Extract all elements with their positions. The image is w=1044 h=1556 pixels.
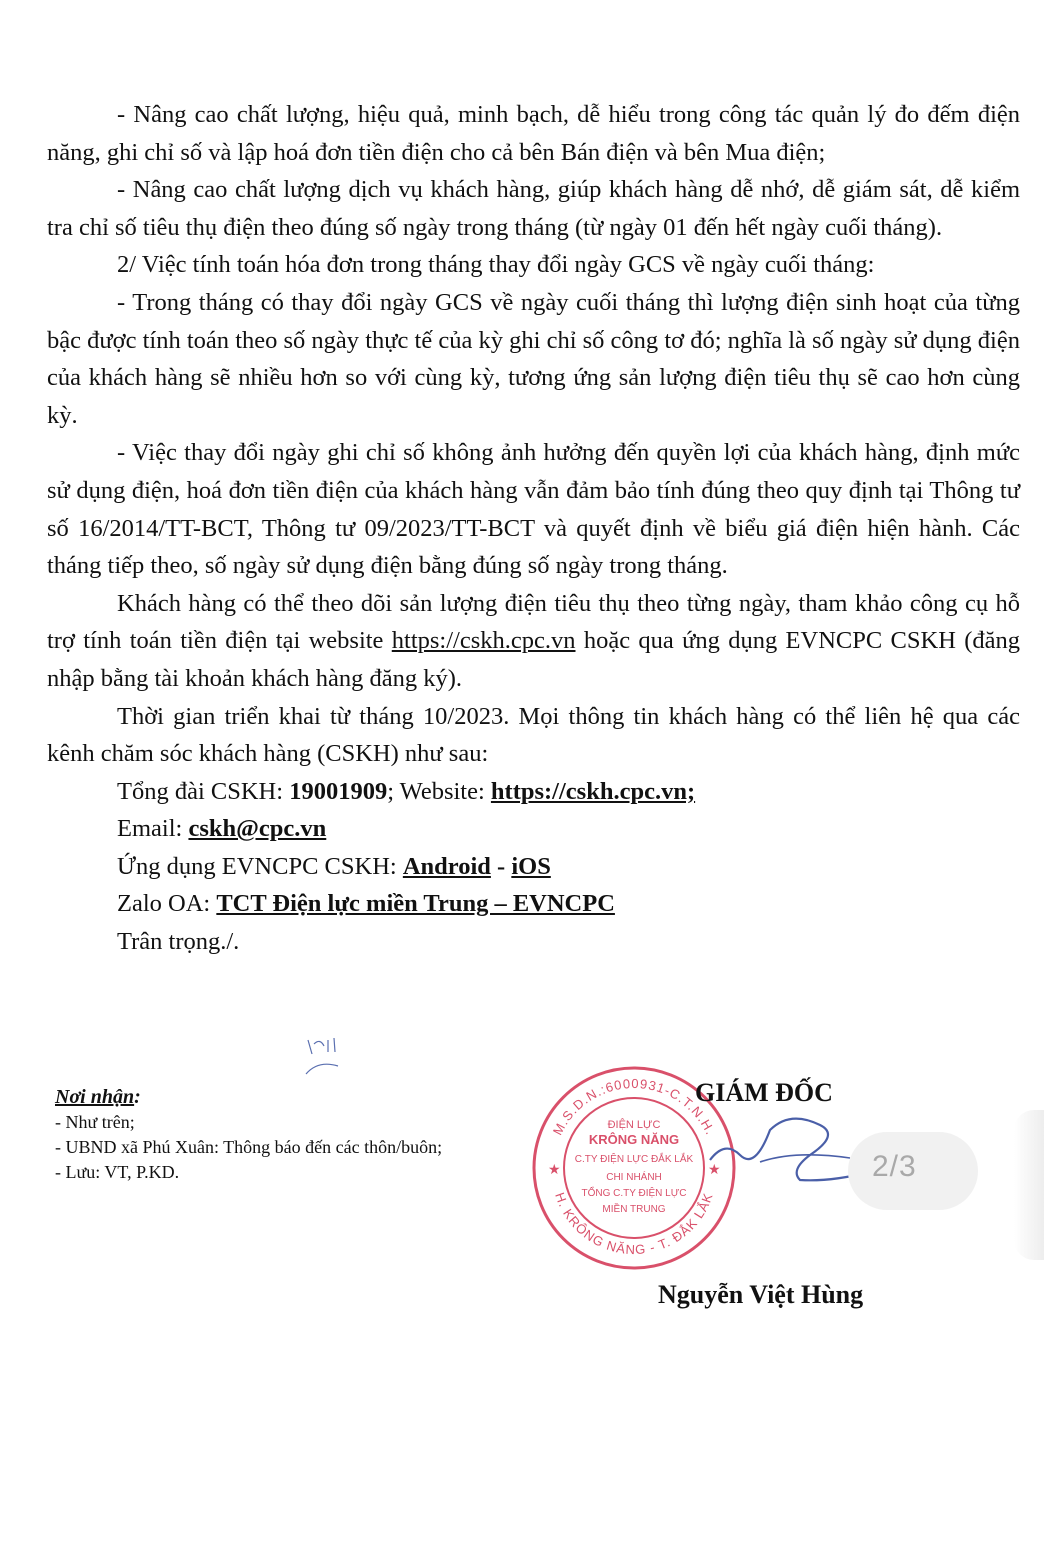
paragraph-customer-rights: - Việc thay đổi ngày ghi chỉ số không ảnh hưởng đến quyền lợi của khách hàng, định mức sử dụng điện, hoá đơn tiền điện của khách hàng vẫn đảm bảo tính đúng theo quy định tại Thông tư số 16/2014/TT-BCT, Thông tư 09/2023/TT-BCT và quyết định về biểu giá điện hiện hành. Các tháng tiếp theo, số ngày sử dụng điện bằng đúng số ngày trong tháng. bbox=[47, 439, 1020, 580]
contact-email-line bbox=[117, 810, 1020, 848]
closing-remark: Trân trọng./. bbox=[117, 928, 240, 956]
ios-link[interactable]: iOS bbox=[511, 852, 551, 880]
hotline-label: Tổng đài CSKH: bbox=[117, 777, 290, 805]
page-indicator: 2/3 bbox=[872, 1150, 917, 1183]
paragraph-billing-calculation: - Trong tháng có thay đổi ngày GCS về ngày cuối tháng thì lượng điện sinh hoạt của từng bậc được tính toán theo số ngày thực tế của kỳ ghi chỉ số công tơ đó; nghĩa là số ngày sử dụng điện của khách hàng sẽ nhiều hơn so với cùng kỳ, tương ứng sản lượng điện tiêu thụ sẽ cao hơn cùng kỳ. bbox=[47, 288, 1020, 429]
stamp-line: KRÔNG NĂNG bbox=[588, 1132, 680, 1147]
recipients-heading bbox=[55, 1085, 442, 1110]
recipient-item: - Như trên; bbox=[55, 1112, 135, 1132]
svg-text:★: ★ bbox=[708, 1161, 721, 1177]
recipients-title: Nơi nhận bbox=[55, 1086, 135, 1108]
contact-zalo-line bbox=[117, 885, 1020, 923]
svg-text:★: ★ bbox=[548, 1161, 561, 1177]
signer-title: GIÁM ĐỐC bbox=[695, 1078, 833, 1107]
recipient-item: - UBND xã Phú Xuân: Thông báo đến các thôn/buôn; bbox=[55, 1137, 443, 1157]
stamp-line: C.TY ĐIỆN LỰC ĐẮK LẮK bbox=[574, 1154, 694, 1165]
zalo-link[interactable]: TCT Điện lực miền Trung – EVNCPC bbox=[216, 890, 615, 918]
app-separator: - bbox=[490, 852, 512, 880]
tracking-text-before: Khách hàng có thể theo dõi sản lượng điện tiêu thụ theo từng ngày, tham khảo công cụ hỗ trợ tính toán tiền điện tại website bbox=[47, 589, 1020, 655]
recipient-item: - Lưu: VT, P.KD. bbox=[55, 1162, 180, 1182]
email-label: Email: bbox=[117, 815, 189, 843]
section-heading-billing: 2/ Việc tính toán hóa đơn trong tháng thay đổi ngày GCS về ngày cuối tháng: bbox=[117, 251, 875, 279]
email-link[interactable]: cskh@cpc.vn bbox=[188, 815, 327, 843]
stamp-line: MIỀN TRUNG bbox=[602, 1204, 666, 1215]
hotline-number: 19001909 bbox=[289, 777, 388, 805]
recipients-colon: : bbox=[134, 1086, 141, 1108]
stamp-line: TỔNG C.TY ĐIỆN LỰC bbox=[581, 1188, 687, 1199]
scroll-edge-handle[interactable] bbox=[1014, 1110, 1044, 1260]
letter-body bbox=[47, 96, 1020, 961]
paragraph-tracking bbox=[47, 585, 1020, 698]
website-label: ; Website: bbox=[387, 777, 491, 805]
paragraph-service-quality: - Nâng cao chất lượng dịch vụ khách hàng, giúp khách hàng dễ nhớ, dễ giám sát, dễ kiểm tra chỉ số tiêu thụ điện theo đúng số ngày trong tháng (từ ngày 01 đến hết ngày cuối tháng). bbox=[47, 176, 1020, 241]
stamp-line: CHI NHÁNH bbox=[606, 1172, 662, 1183]
handwritten-initials bbox=[300, 1030, 350, 1080]
contact-hotline-line bbox=[117, 773, 1020, 811]
android-link[interactable]: Android bbox=[402, 852, 491, 880]
stamp-ring-bottom: H. KRÔNG NĂNG - T. ĐẮK LẮK bbox=[552, 1190, 716, 1258]
app-label: Ứng dụng EVNCPC CSKH: bbox=[117, 852, 403, 880]
recipients-block bbox=[55, 1085, 442, 1185]
tracking-text-after: hoặc qua ứng dụng EVNCPC CSKH (đăng nhập bằng tài khoản khách hàng đăng ký). bbox=[47, 627, 1020, 692]
website-link-inline[interactable]: https://cskh.cpc.vn bbox=[391, 627, 576, 655]
website-link[interactable]: https://cskh.cpc.vn; bbox=[490, 777, 696, 805]
paragraph-timeline: Thời gian triển khai từ tháng 10/2023. Mọi thông tin khách hàng có thể liên hệ qua các kênh chăm sóc khách hàng (CSKH) như sau: bbox=[47, 702, 1020, 768]
zalo-label: Zalo OA: bbox=[117, 890, 217, 918]
svg-text:H. KRÔNG NĂNG - T. ĐẮK LẮK bbox=[552, 1191, 716, 1258]
contact-app-line bbox=[117, 848, 1020, 886]
stamp-ring-top: M.S.D.N.:6000931-C.T.N.H. bbox=[549, 1075, 719, 1138]
stamp-line: ĐIỆN LỰC bbox=[607, 1119, 661, 1131]
paragraph-quality-metering: - Nâng cao chất lượng, hiệu quả, minh bạch, dễ hiểu trong công tác quản lý đo đếm điện năng, ghi chỉ số và lập hoá đơn tiền điện cho cả bên Bán điện và bên Mua điện; bbox=[47, 101, 1020, 166]
signer-name: Nguyễn Việt Hùng bbox=[658, 1280, 864, 1309]
